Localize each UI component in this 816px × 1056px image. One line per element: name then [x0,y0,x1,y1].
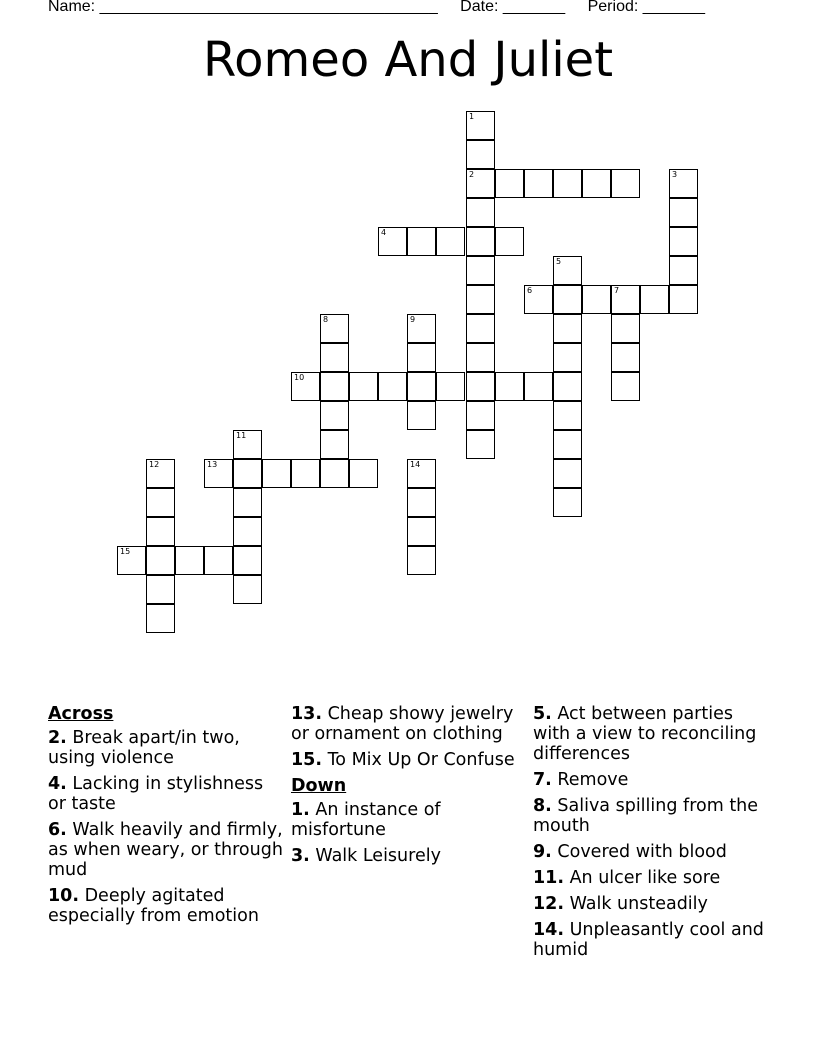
grid-cell[interactable] [320,314,349,343]
clue-number: 11 [236,431,247,440]
grid-cell[interactable] [146,517,175,546]
clue-number: 6 [527,286,533,295]
page-title: Romeo And Juliet [202,32,614,88]
clue-item-text: To Mix Up Or Confuse [322,750,515,770]
grid-cell[interactable] [146,488,175,517]
grid-cell[interactable] [378,227,407,256]
grid-cell[interactable] [291,459,320,488]
clue-item-text: Covered with blood [551,842,727,862]
clue-item [533,770,773,790]
clue-item-number: 4. [48,774,67,794]
clue-item-number: 2. [48,728,67,748]
clue-item [533,704,773,764]
grid-cell[interactable] [553,343,582,372]
clue-number: 13 [207,460,218,469]
grid-cell[interactable] [204,459,233,488]
date-field[interactable]: Date: _______ [460,0,566,15]
grid-cell[interactable] [204,546,233,575]
grid-cell[interactable] [407,488,436,517]
grid-cell[interactable] [466,140,495,169]
clue-item [48,886,284,926]
down-heading: Down [291,776,347,796]
grid-cell[interactable] [611,285,640,314]
clue-item [533,920,773,960]
clue-item-number: 13. [291,704,323,724]
grid-cell[interactable] [407,227,436,256]
grid-cell[interactable] [233,430,262,459]
grid-cell[interactable] [466,227,495,256]
clue-number: 7 [614,286,620,295]
name-field[interactable]: Name: ______________________________________ [48,0,438,15]
grid-cell[interactable] [320,372,349,401]
clue-item [48,728,284,768]
clue-number: 4 [381,228,387,237]
clue-item [48,774,284,814]
grid-cell[interactable] [407,343,436,372]
clue-number: 2 [469,170,475,179]
grid-cell[interactable] [553,372,582,401]
clue-number: 15 [120,547,131,556]
clue-number: 3 [672,170,678,179]
grid-cell[interactable] [349,459,378,488]
grid-cell[interactable] [553,314,582,343]
clue-item [533,868,773,888]
grid-cell[interactable] [117,546,146,575]
grid-cell[interactable] [524,169,553,198]
grid-cell[interactable] [466,256,495,285]
grid-cell[interactable] [233,546,262,575]
grid-cell[interactable] [262,459,291,488]
grid-cell[interactable] [407,517,436,546]
clue-item-text: Saliva spilling from the mouth [533,796,759,836]
grid-cell[interactable] [582,285,611,314]
grid-cell[interactable] [553,430,582,459]
clue-item-text: Walk Leisurely [309,846,441,866]
grid-cell[interactable] [146,604,175,633]
grid-cell[interactable] [611,343,640,372]
grid-cell[interactable] [407,314,436,343]
clue-column-1 [48,704,284,932]
grid-cell[interactable] [466,401,495,430]
grid-cell[interactable] [146,575,175,604]
grid-cell[interactable] [291,372,320,401]
clue-item-number: 3. [291,846,310,866]
across-heading: Across [48,704,114,724]
grid-cell[interactable] [466,430,495,459]
period-field[interactable]: Period: _______ [587,0,706,15]
clue-item [291,800,527,840]
grid-cell[interactable] [553,459,582,488]
grid-cell[interactable] [320,430,349,459]
clue-item-number: 7. [533,770,552,790]
grid-cell[interactable] [378,372,407,401]
grid-cell[interactable] [407,372,436,401]
clue-number: 8 [323,315,329,324]
clue-number: 12 [149,460,160,469]
grid-cell[interactable] [611,169,640,198]
grid-cell[interactable] [495,169,524,198]
grid-cell[interactable] [466,111,495,140]
grid-cell[interactable] [669,169,698,198]
grid-cell[interactable] [582,169,611,198]
grid-cell[interactable] [466,169,495,198]
clue-item [48,820,284,880]
clue-item-number: 8. [533,796,552,816]
clue-item-number: 11. [533,868,565,888]
clue-item [291,846,527,866]
grid-cell[interactable] [146,546,175,575]
grid-cell[interactable] [669,256,698,285]
clue-item-number: 5. [533,704,552,724]
grid-cell[interactable] [553,169,582,198]
clue-column-3 [533,704,773,966]
grid-cell[interactable] [407,459,436,488]
grid-cell[interactable] [146,459,175,488]
grid-cell[interactable] [466,372,495,401]
clue-item [291,750,527,770]
clue-item-text: Act between parties with a view to reconciling differences [533,704,757,764]
clue-number: 1 [469,112,475,121]
clue-number: 5 [556,257,562,266]
clue-item-number: 1. [291,800,310,820]
grid-cell[interactable] [669,285,698,314]
grid-cell[interactable] [436,372,465,401]
clue-item-number: 15. [291,750,323,770]
clue-item [533,894,773,914]
grid-cell[interactable] [524,285,553,314]
grid-cell[interactable] [175,546,204,575]
grid-cell[interactable] [495,227,524,256]
grid-cell[interactable] [553,285,582,314]
grid-cell[interactable] [320,459,349,488]
grid-cell[interactable] [436,227,465,256]
clue-item-number: 10. [48,886,80,906]
clue-item-text: Cheap showy jewelry or ornament on clothing [291,704,514,744]
grid-cell[interactable] [553,256,582,285]
grid-cell[interactable] [669,198,698,227]
grid-cell[interactable] [640,285,669,314]
clue-item-number: 6. [48,820,67,840]
clue-item-number: 14. [533,920,565,940]
clue-item-text: Walk heavily and firmly, as when weary, or through mud [48,820,283,880]
grid-cell[interactable] [611,314,640,343]
grid-cell[interactable] [553,488,582,517]
clue-number: 10 [294,373,305,382]
grid-cell[interactable] [233,517,262,546]
grid-cell[interactable] [233,488,262,517]
grid-cell[interactable] [407,546,436,575]
clue-item [291,704,527,744]
clue-item-text: Break apart/in two, using violence [48,728,240,768]
grid-cell[interactable] [466,314,495,343]
clue-item [533,842,773,862]
grid-cell[interactable] [320,343,349,372]
grid-cell[interactable] [407,401,436,430]
grid-cell[interactable] [611,372,640,401]
clue-item-number: 12. [533,894,565,914]
grid-cell[interactable] [495,372,524,401]
grid-cell[interactable] [466,343,495,372]
grid-cell[interactable] [320,401,349,430]
clue-item-text: An ulcer like sore [564,868,721,888]
grid-cell[interactable] [524,372,553,401]
grid-cell[interactable] [233,575,262,604]
clue-column-2 [291,704,527,872]
grid-cell[interactable] [553,401,582,430]
grid-cell[interactable] [466,285,495,314]
clue-number: 14 [410,460,421,469]
clue-item-number: 9. [533,842,552,862]
clue-item-text: An instance of misfortune [291,800,441,840]
clue-item-text: Deeply agitated especially from emotion [48,886,259,926]
clue-item-text: Unpleasantly cool and humid [533,920,764,960]
grid-cell[interactable] [233,459,262,488]
clue-item-text: Remove [551,770,629,790]
clue-item-text: Walk unsteadily [564,894,708,914]
grid-cell[interactable] [349,372,378,401]
grid-cell[interactable] [669,227,698,256]
grid-cell[interactable] [466,198,495,227]
clue-item-text: Lacking in stylishness or taste [48,774,264,814]
clue-item [533,796,773,836]
clue-number: 9 [410,315,416,324]
